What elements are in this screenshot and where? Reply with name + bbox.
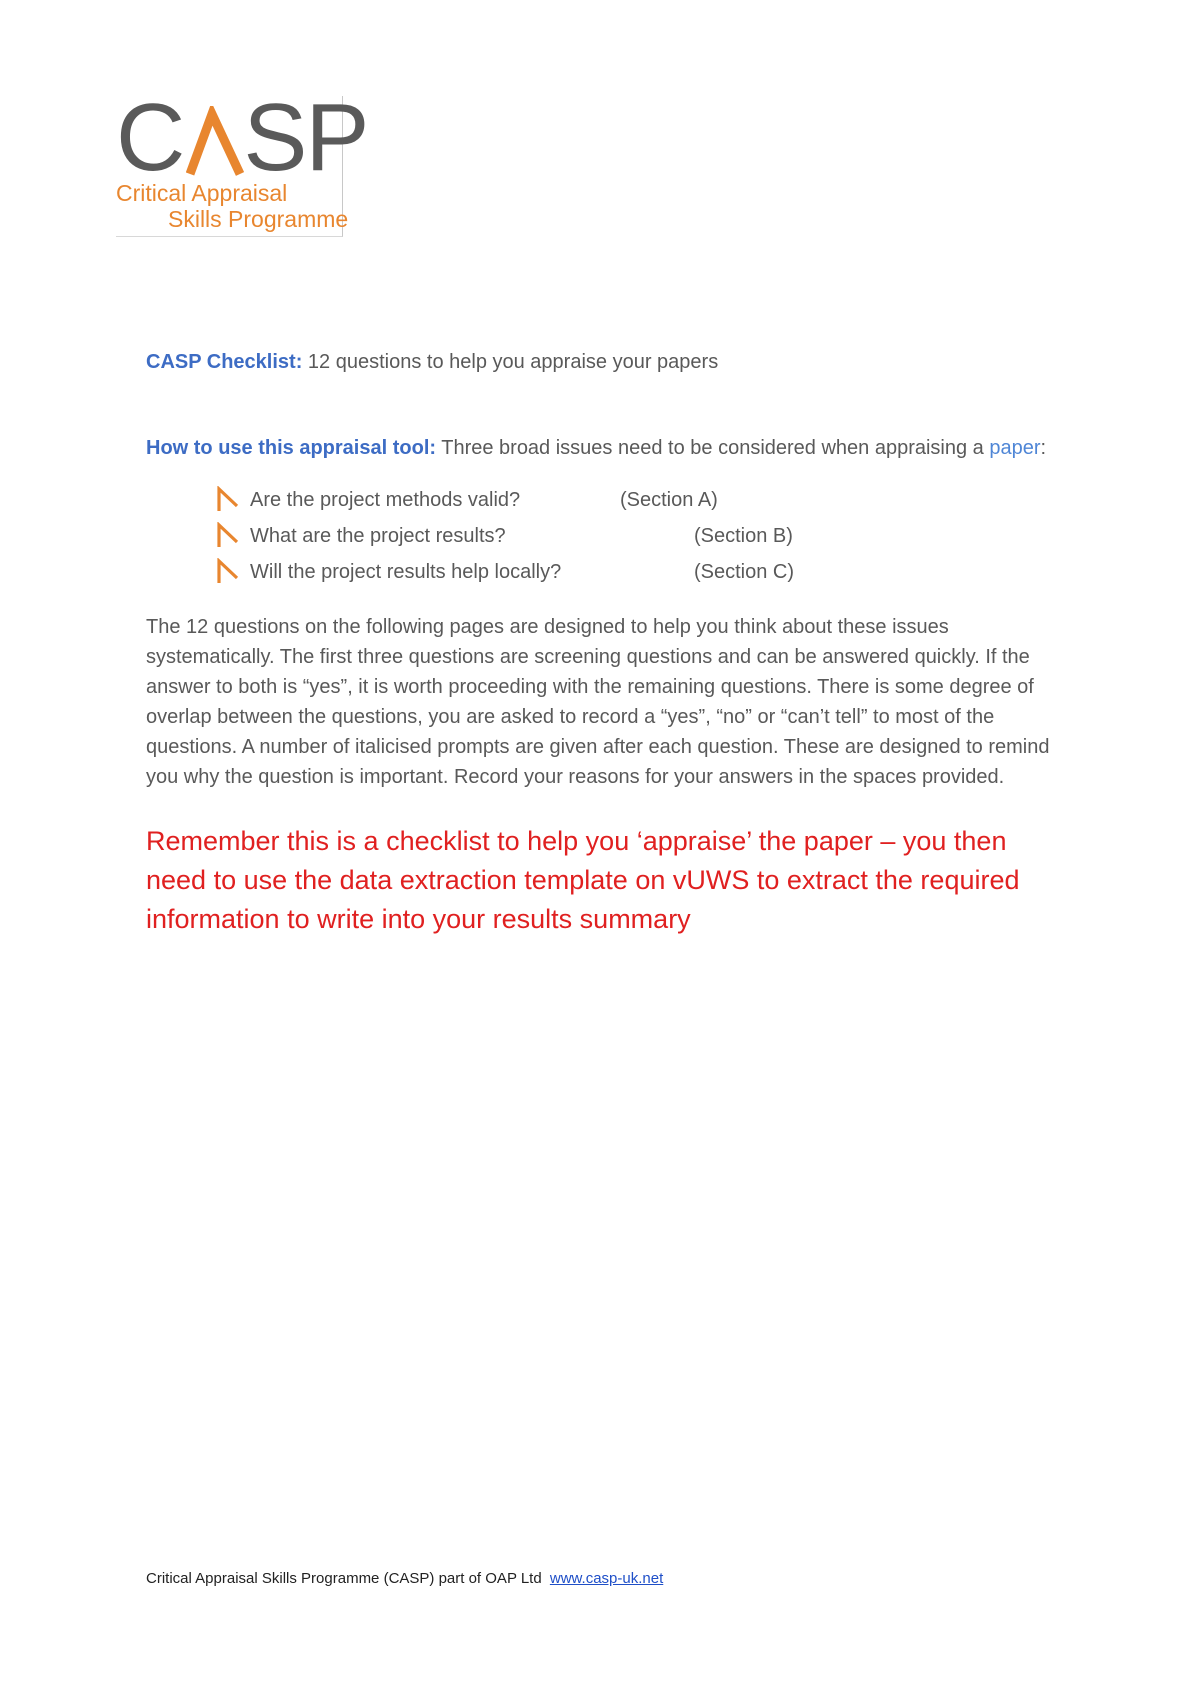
footer-text: Critical Appraisal Skills Programme (CASP) part of OAP Ltd xyxy=(146,1570,542,1587)
issue-section: (Section C) xyxy=(694,561,795,583)
howto-label: How to use this appraisal tool: xyxy=(146,437,437,459)
instructions-paragraph: The 12 questions on the following pages are designed to help you think about these issues systematically. The first three questions are screening questions and can be answered quickly. If the answer to both is “yes”, it is worth proceeding with the remaining questions. There is some degree of overlap between the questions, you are asked to record a “yes”, “no” or “can’t tell” to most of the questions. A number of italicised prompts are given after each question. These are designed to remind you why the question is important. Record your reasons for your answers in the spaces provided. xyxy=(146,616,1050,788)
checklist-label: CASP Checklist: xyxy=(146,351,303,373)
issue-question: Will the project results help locally? xyxy=(250,561,562,583)
document-body xyxy=(146,348,1066,966)
howto-text: Three broad issues need to be considered when appraising a xyxy=(436,437,984,459)
checklist-text: 12 questions to help you appraise your papers xyxy=(302,351,719,373)
logo-tagline-line1: Critical Appraisal xyxy=(116,180,288,206)
list-item xyxy=(216,518,1066,554)
logo-chevron-icon xyxy=(186,106,244,178)
orange-chevron-bullet-icon xyxy=(216,522,240,548)
list-item xyxy=(216,554,1066,590)
logo-tagline-line2: Skills Programme xyxy=(168,206,349,232)
howto-trailing: : xyxy=(1040,437,1047,459)
issue-section: (Section B) xyxy=(694,525,793,547)
issues-list xyxy=(146,482,1066,590)
list-item xyxy=(216,482,1066,518)
howto-paragraph xyxy=(146,432,1066,464)
issue-section: (Section A) xyxy=(620,489,718,511)
footer-link[interactable]: www.casp-uk.net xyxy=(549,1570,664,1587)
orange-chevron-bullet-icon xyxy=(216,558,240,584)
howto-last-word: paper xyxy=(989,437,1041,459)
orange-chevron-bullet-icon xyxy=(216,486,240,512)
casp-logo xyxy=(116,84,368,237)
checklist-heading xyxy=(146,348,1066,376)
reminder-note: Remember this is a checklist to help you ‘appraise’ the paper – you then need to use the data extraction template on vUWS to extract the required information to write into your results summary xyxy=(146,826,1020,934)
page-footer xyxy=(146,1569,663,1589)
logo-wordmark-text: C SP xyxy=(116,84,368,191)
issue-question: What are the project results? xyxy=(250,525,506,547)
issue-question: Are the project methods valid? xyxy=(250,489,521,511)
